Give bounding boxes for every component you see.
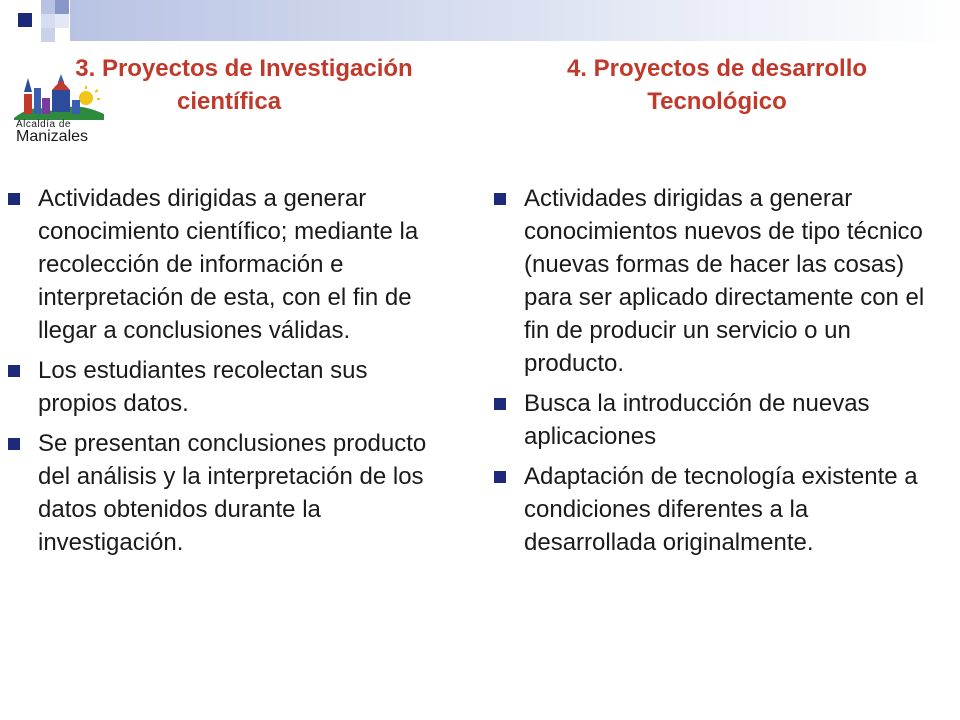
list-item: [8, 182, 448, 347]
list-item: [494, 460, 934, 559]
heading-desarrollo: [482, 52, 952, 118]
square-bullet-icon: [494, 471, 506, 483]
list-item-text: Actividades dirigidas a generar conocimientos nuevos de tipo técnico (nuevas formas de hacer las cosas) para ser aplicado directamente con el fin de producir un servicio o un producto.: [524, 185, 925, 377]
list-item-text: Adaptación de tecnología existente a condiciones diferentes a la desarrollada originalmente.: [524, 463, 918, 556]
decor-square: [41, 14, 55, 28]
right-bullet-list: [494, 182, 934, 566]
list-item: [494, 182, 934, 380]
list-item-text: Los estudiantes recolectan sus propios datos.: [38, 357, 368, 417]
top-gradient-bar: [70, 0, 960, 41]
decor-square: [41, 0, 55, 14]
square-bullet-icon: [8, 193, 20, 205]
logo-text-alcaldia: Alcaldía de: [16, 119, 71, 130]
decor-square: [18, 13, 32, 27]
decor-square: [55, 14, 69, 28]
list-item-text: Se presentan conclusiones producto del análisis y la interpretación de los datos obtenidos durante la investigación.: [38, 430, 427, 556]
list-item-text: Actividades dirigidas a generar conocimiento científico; mediante la recolección de información e interpretación de esta, con el fin de llegar a conclusiones válidas.: [38, 185, 419, 344]
list-item-text: Busca la introducción de nuevas aplicaciones: [524, 390, 870, 450]
decor-square: [55, 0, 69, 14]
square-bullet-icon: [8, 438, 20, 450]
heading-desarrollo-line1: 4. Proyectos de desarrollo: [566, 55, 868, 82]
square-bullet-icon: [494, 398, 506, 410]
heading-desarrollo-line2: Tecnológico: [647, 88, 787, 115]
list-item: [8, 427, 448, 559]
list-item: [8, 354, 448, 420]
list-item: [494, 387, 934, 453]
logo-text-manizales: Manizales: [16, 128, 89, 145]
square-bullet-icon: [8, 365, 20, 377]
square-bullet-icon: [494, 193, 506, 205]
decor-square: [41, 28, 55, 42]
heading-investigacion-line1: 3. Proyectos de Investigación: [75, 55, 413, 82]
left-bullet-list: [8, 182, 448, 566]
heading-investigacion: [14, 52, 474, 118]
heading-investigacion-line2: científica: [177, 88, 282, 115]
